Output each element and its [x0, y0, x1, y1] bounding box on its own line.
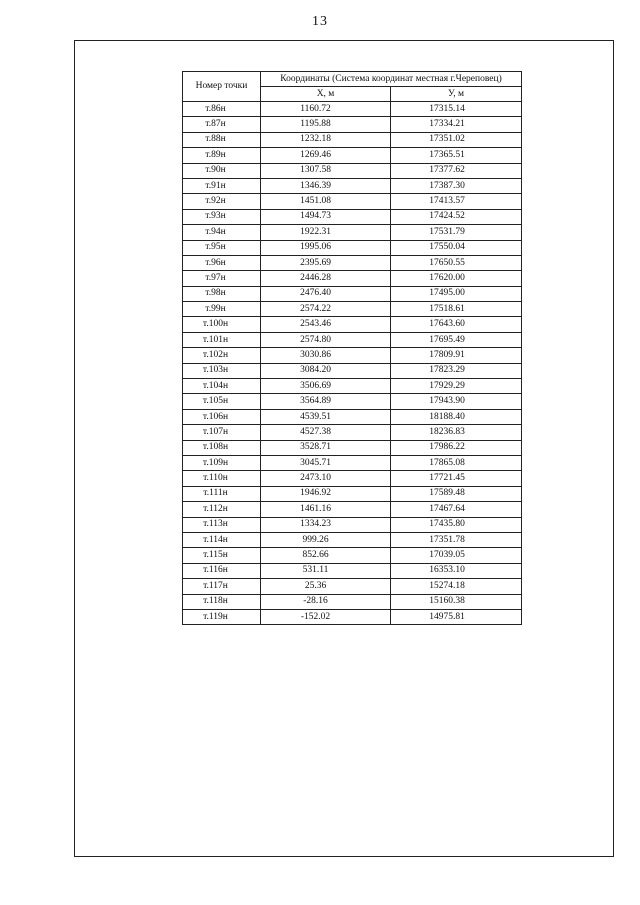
- y-coordinate-cell: 17467.64: [391, 502, 522, 517]
- point-cell: т.90н: [183, 163, 261, 178]
- point-cell: т.86н: [183, 102, 261, 117]
- x-coordinate-cell: 1494.73: [261, 209, 391, 224]
- page-number: 13: [312, 14, 328, 29]
- y-coordinate-cell: 17589.48: [391, 486, 522, 501]
- column-header-x: X, м: [261, 87, 391, 102]
- point-cell: т.119н: [183, 609, 261, 624]
- table-row: [183, 317, 522, 332]
- x-coordinate-cell: 852.66: [261, 548, 391, 563]
- point-cell: т.112н: [183, 502, 261, 517]
- y-coordinate-cell: 18236.83: [391, 425, 522, 440]
- y-coordinate-cell: 17865.08: [391, 455, 522, 470]
- x-coordinate-cell: 2395.69: [261, 255, 391, 270]
- point-cell: т.111н: [183, 486, 261, 501]
- x-coordinate-cell: 531.11: [261, 563, 391, 578]
- point-cell: т.110н: [183, 471, 261, 486]
- x-coordinate-cell: 999.26: [261, 532, 391, 547]
- point-cell: т.117н: [183, 579, 261, 594]
- table-row: [183, 255, 522, 270]
- point-cell: т.106н: [183, 409, 261, 424]
- point-cell: т.96н: [183, 255, 261, 270]
- y-coordinate-cell: 17650.55: [391, 255, 522, 270]
- y-coordinate-cell: 17351.02: [391, 132, 522, 147]
- y-coordinate-cell: 17550.04: [391, 240, 522, 255]
- y-coordinate-cell: 16353.10: [391, 563, 522, 578]
- point-cell: т.115н: [183, 548, 261, 563]
- x-coordinate-cell: 1334.23: [261, 517, 391, 532]
- point-cell: т.114н: [183, 532, 261, 547]
- point-cell: т.108н: [183, 440, 261, 455]
- point-cell: т.104н: [183, 379, 261, 394]
- x-coordinate-cell: 3564.89: [261, 394, 391, 409]
- x-coordinate-cell: 1451.08: [261, 194, 391, 209]
- table-row: [183, 532, 522, 547]
- table-row: [183, 348, 522, 363]
- table-row: [183, 363, 522, 378]
- table-row: [183, 178, 522, 193]
- table-header: [183, 72, 522, 102]
- point-cell: т.88н: [183, 132, 261, 147]
- point-cell: т.116н: [183, 563, 261, 578]
- x-coordinate-cell: 3506.69: [261, 379, 391, 394]
- y-coordinate-cell: 17721.45: [391, 471, 522, 486]
- x-coordinate-cell: 1232.18: [261, 132, 391, 147]
- table-row: [183, 440, 522, 455]
- x-coordinate-cell: 1195.88: [261, 117, 391, 132]
- y-coordinate-cell: 17943.90: [391, 394, 522, 409]
- table-row: [183, 486, 522, 501]
- x-coordinate-cell: 1346.39: [261, 178, 391, 193]
- coordinates-table: [182, 71, 522, 625]
- x-coordinate-cell: 3045.71: [261, 455, 391, 470]
- point-cell: т.98н: [183, 286, 261, 301]
- table-row: [183, 548, 522, 563]
- point-cell: т.107н: [183, 425, 261, 440]
- x-coordinate-cell: 1307.58: [261, 163, 391, 178]
- y-coordinate-cell: 15160.38: [391, 594, 522, 609]
- x-coordinate-cell: 25.36: [261, 579, 391, 594]
- x-coordinate-cell: 2574.22: [261, 302, 391, 317]
- point-cell: т.113н: [183, 517, 261, 532]
- y-coordinate-cell: 15274.18: [391, 579, 522, 594]
- y-coordinate-cell: 17334.21: [391, 117, 522, 132]
- column-header-coordinates: Координаты (Система координат местная г.Череповец): [261, 72, 522, 87]
- y-coordinate-cell: 17039.05: [391, 548, 522, 563]
- table-row: [183, 209, 522, 224]
- x-coordinate-cell: 2543.46: [261, 317, 391, 332]
- x-coordinate-cell: 1461.16: [261, 502, 391, 517]
- x-coordinate-cell: 3084.20: [261, 363, 391, 378]
- y-coordinate-cell: 17929.29: [391, 379, 522, 394]
- table-row: [183, 332, 522, 347]
- table-row: [183, 132, 522, 147]
- y-coordinate-cell: 17809.91: [391, 348, 522, 363]
- x-coordinate-cell: 3528.71: [261, 440, 391, 455]
- y-coordinate-cell: 17620.00: [391, 271, 522, 286]
- point-cell: т.118н: [183, 594, 261, 609]
- point-cell: т.93н: [183, 209, 261, 224]
- point-cell: т.103н: [183, 363, 261, 378]
- table-row: [183, 394, 522, 409]
- y-coordinate-cell: 17365.51: [391, 148, 522, 163]
- table-row: [183, 409, 522, 424]
- x-coordinate-cell: 3030.86: [261, 348, 391, 363]
- x-coordinate-cell: 2446.28: [261, 271, 391, 286]
- y-coordinate-cell: 17986.22: [391, 440, 522, 455]
- y-coordinate-cell: 17823.29: [391, 363, 522, 378]
- table-row: [183, 148, 522, 163]
- y-coordinate-cell: 17435.80: [391, 517, 522, 532]
- point-cell: т.95н: [183, 240, 261, 255]
- point-cell: т.100н: [183, 317, 261, 332]
- table-row: [183, 271, 522, 286]
- x-coordinate-cell: 4539.51: [261, 409, 391, 424]
- table-row: [183, 594, 522, 609]
- x-coordinate-cell: 2574.80: [261, 332, 391, 347]
- point-cell: т.89н: [183, 148, 261, 163]
- y-coordinate-cell: 17377.62: [391, 163, 522, 178]
- table-row: [183, 579, 522, 594]
- table-row: [183, 194, 522, 209]
- table-row: [183, 379, 522, 394]
- point-cell: т.87н: [183, 117, 261, 132]
- x-coordinate-cell: 2473.10: [261, 471, 391, 486]
- table-body: [183, 102, 522, 625]
- y-coordinate-cell: 17387.30: [391, 178, 522, 193]
- table-row: [183, 609, 522, 624]
- table-row: [183, 455, 522, 470]
- table-row: [183, 225, 522, 240]
- column-header-point: Номер точки: [183, 72, 261, 102]
- point-cell: т.97н: [183, 271, 261, 286]
- table-row: [183, 563, 522, 578]
- table-row: [183, 502, 522, 517]
- point-cell: т.94н: [183, 225, 261, 240]
- x-coordinate-cell: -28.16: [261, 594, 391, 609]
- y-coordinate-cell: 18188.40: [391, 409, 522, 424]
- x-coordinate-cell: 1995.06: [261, 240, 391, 255]
- point-cell: т.105н: [183, 394, 261, 409]
- y-coordinate-cell: 17495.00: [391, 286, 522, 301]
- table-row: [183, 117, 522, 132]
- y-coordinate-cell: 17695.49: [391, 332, 522, 347]
- point-cell: т.92н: [183, 194, 261, 209]
- y-coordinate-cell: 17518.61: [391, 302, 522, 317]
- point-cell: т.109н: [183, 455, 261, 470]
- table-row: [183, 240, 522, 255]
- x-coordinate-cell: 2476.40: [261, 286, 391, 301]
- x-coordinate-cell: 4527.38: [261, 425, 391, 440]
- point-cell: т.91н: [183, 178, 261, 193]
- table-row: [183, 425, 522, 440]
- x-coordinate-cell: -152.02: [261, 609, 391, 624]
- table-row: [183, 286, 522, 301]
- column-header-y: У, м: [391, 87, 522, 102]
- x-coordinate-cell: 1946.92: [261, 486, 391, 501]
- x-coordinate-cell: 1269.46: [261, 148, 391, 163]
- table-row: [183, 163, 522, 178]
- table-row: [183, 102, 522, 117]
- table-row: [183, 517, 522, 532]
- y-coordinate-cell: 17424.52: [391, 209, 522, 224]
- y-coordinate-cell: 17315.14: [391, 102, 522, 117]
- point-cell: т.99н: [183, 302, 261, 317]
- point-cell: т.102н: [183, 348, 261, 363]
- y-coordinate-cell: 17351.78: [391, 532, 522, 547]
- x-coordinate-cell: 1922.31: [261, 225, 391, 240]
- y-coordinate-cell: 17643.60: [391, 317, 522, 332]
- table-row: [183, 302, 522, 317]
- table-row: [183, 471, 522, 486]
- y-coordinate-cell: 14975.81: [391, 609, 522, 624]
- y-coordinate-cell: 17531.79: [391, 225, 522, 240]
- x-coordinate-cell: 1160.72: [261, 102, 391, 117]
- point-cell: т.101н: [183, 332, 261, 347]
- y-coordinate-cell: 17413.57: [391, 194, 522, 209]
